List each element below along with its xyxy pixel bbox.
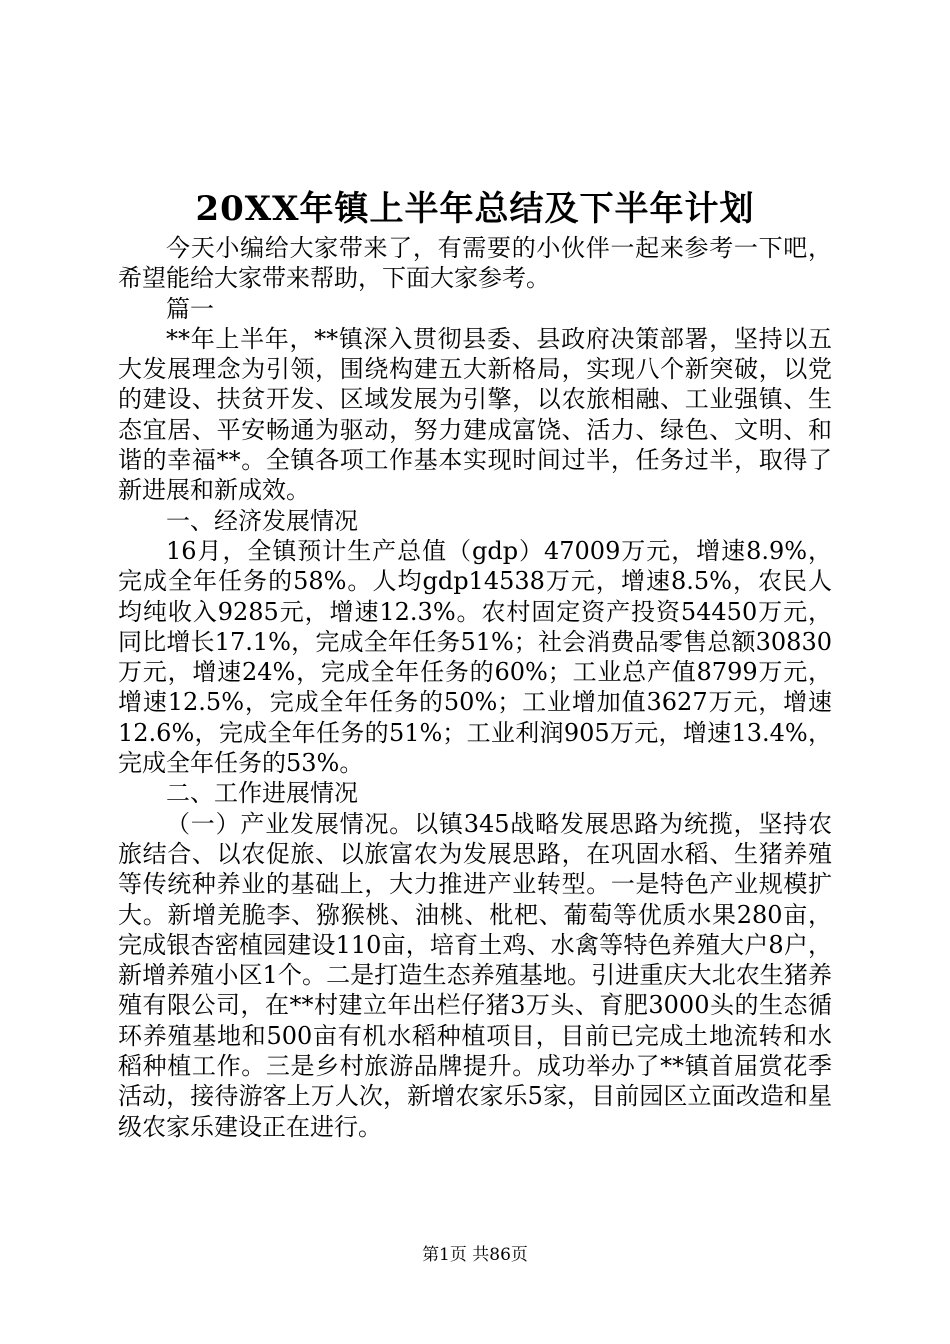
document-body [118, 233, 832, 1142]
overview-paragraph: **年上半年，**镇深入贯彻县委、县政府决策部署，坚持以五大发展理念为引领，围绕构建五大新格局，实现八个新突破，以党的建设、扶贫开发、区域发展为引擎，以农旅相融、工业强镇、生态宜居、平安畅通为驱动，努力建成富饶、活力、绿色、文明、和谐的幸福**。全镇各项工作基本实现时间过半，任务过半，取得了新进展和新成效。 [118, 324, 832, 505]
section-label-part-one: 篇一 [166, 294, 214, 323]
industry-development-paragraph: （一）产业发展情况。以镇345战略发展思路为统揽，坚持农旅结合、以农促旅、以旅富农为发展思路，在巩固水稻、生猪养殖等传统种养业的基础上，大力推进产业转型。一是特色产业规模扩大。新增羌脆李、猕猴桃、油桃、枇杷、葡萄等优质水果280亩，完成银杏密植园建设110亩，培育土鸡、水禽等特色养殖大户8户，新增养殖小区1个。二是打造生态养殖基地。引进重庆大北农生猪养殖有限公司，在**村建立年出栏仔猪3万头、育肥3000头的生态循环养殖基地和500亩有机水稻种植项目，目前已完成土地流转和水稻种植工作。三是乡村旅游品牌提升。成功举办了**镇首届赏花季活动，接待游客上万人次，新增农家乐5家，目前园区立面改造和星级农家乐建设正在进行。 [118, 809, 832, 1141]
intro-paragraph: 今天小编给大家带来了，有需要的小伙伴一起来参考一下吧，希望能给大家带来帮助，下面大家参考。 [118, 234, 832, 293]
heading-economic-development: 一、经济发展情况 [166, 506, 358, 535]
page-footer: 第1页 共86页 [422, 1245, 528, 1265]
heading-work-progress: 二、工作进展情况 [166, 779, 358, 808]
economic-figures-paragraph: 16月，全镇预计生产总值（gdp）47009万元，增速8.9%，完成全年任务的58%。人均gdp14538万元，增速8.5%，农民人均纯收入9285元，增速12.3%。农村固定资产投资54450万元，同比增长17.1%，完成全年任务51%；社会消费品零售总额30830万元，增速24%，完成全年任务的60%；工业总产值8799万元，增速12.5%，完成全年任务的50%；工业增加值3627万元，增速12.6%，完成全年任务的51%；工业利润905万元，增速13.4%，完成全年任务的53%。 [118, 536, 832, 778]
document-title: 20XX年镇上半年总结及下半年计划 [195, 189, 755, 229]
